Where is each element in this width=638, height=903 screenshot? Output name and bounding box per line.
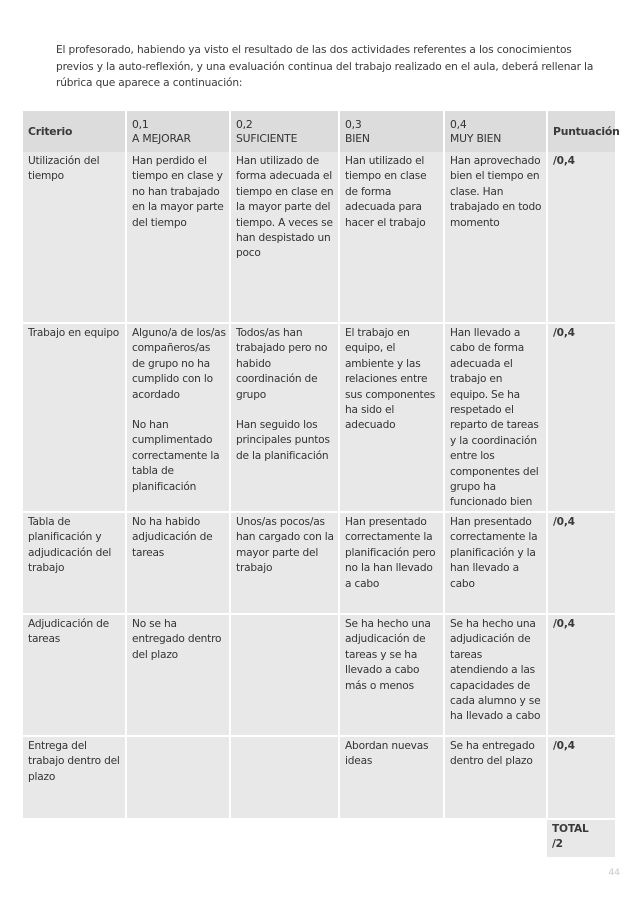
level-4-value: 0,4 (450, 118, 467, 131)
cell-text: No han cumplimentado correctamente la tabla de planificación (132, 419, 220, 493)
level-2-cell (230, 736, 339, 819)
level-1-cell (126, 512, 230, 614)
rubric-row (23, 323, 615, 512)
cell-text: Han presentado correctamente la planificación y la han llevado a cabo (450, 515, 538, 590)
cell-text: Han perdido el tiempo en clase y no han trabajado en la mayor parte del tiempo (132, 155, 224, 229)
level-3-cell (339, 512, 444, 614)
level-4-cell (444, 614, 547, 736)
cell-text: Unos/as pocos/as han cargado con la mayor parte del trabajo (236, 515, 334, 575)
cell-text: No ha habido adjudicación de tareas (132, 515, 213, 559)
level-4-cell (444, 512, 547, 614)
page-number: 44 (608, 868, 620, 878)
level-4-cell (444, 152, 547, 323)
row-score: /0,4 (547, 152, 615, 323)
rubric-table (23, 111, 620, 857)
level-2-cell (230, 323, 339, 512)
level-2-value: 0,2 (236, 118, 253, 131)
header-level-2 (230, 111, 339, 152)
row-criterio: Adjudicación de tareas (23, 614, 126, 736)
intro-paragraph: El profesorado, habiendo ya visto el resultado de las dos actividades referentes a los conocimientos previos y la auto-reflexión, y una evaluación continua del trabajo realizado en el aula, deberá rellenar la rúbrica que aparece a continuación: (56, 44, 594, 89)
level-3-value: 0,3 (345, 118, 362, 131)
level-4-cell (444, 323, 547, 512)
total-label: TOTAL (552, 822, 589, 835)
cell-text: El trabajo en equipo, el ambiente y las relaciones entre sus componentes ha sido el adecuado (345, 327, 436, 432)
level-3-name: BIEN (345, 131, 370, 145)
cell-text: Abordan nuevas ideas (345, 739, 429, 768)
rubric-row (23, 152, 615, 323)
header-puntuacion: Puntuación (547, 111, 615, 152)
level-4-cell (444, 736, 547, 819)
cell-text: Todos/as han trabajado pero no habido coordinación de grupo (236, 327, 328, 401)
level-2-cell (230, 614, 339, 736)
level-1-cell (126, 614, 230, 736)
rubric-row (23, 736, 615, 819)
level-4-name: MUY BIEN (450, 131, 502, 145)
level-1-cell (126, 323, 230, 512)
rubric-row (23, 614, 615, 736)
cell-text: Se ha hecho una adjudicación de tareas y se ha llevado a cabo más o menos (345, 617, 431, 692)
cell-text: Han presentado correctamente la planificación pero no la han llevado a cabo (345, 515, 436, 590)
level-2-cell (230, 152, 339, 323)
total-spacer (126, 819, 230, 857)
row-criterio: Trabajo en equipo (23, 323, 126, 512)
cell-text: Han aprovechado bien el tiempo en clase. Han trabajado en todo momento (450, 155, 542, 229)
level-3-cell (339, 323, 444, 512)
level-1-cell (126, 736, 230, 819)
level-1-cell (126, 152, 230, 323)
header-level-3 (339, 111, 444, 152)
level-3-cell (339, 736, 444, 819)
rubric-header (23, 111, 620, 152)
level-1-name: A MEJORAR (132, 131, 191, 145)
total-spacer (230, 819, 339, 857)
cell-text: Han llevado a cabo de forma adecuada el trabajo en equipo. Se ha respetado el reparto de tareas y la coordinación entre los componentes del grupo ha funcionado bien (450, 327, 539, 509)
paragraph-gap (132, 403, 226, 418)
row-criterio: Utilización del tiempo (23, 152, 126, 323)
level-2-name: SUFICIENTE (236, 131, 298, 145)
level-3-cell (339, 152, 444, 323)
rubric-total (23, 819, 615, 857)
cell-text: Se ha hecho una adjudicación de tareas atendiendo a las capacidades de cada alumno y se ha llevado a cabo (450, 617, 541, 723)
total-cell (547, 819, 615, 857)
cell-text: Han utilizado de forma adecuada el tiempo en clase en la mayor parte del tiempo. A veces se han despistado un poco (236, 155, 334, 260)
total-spacer (339, 819, 444, 857)
row-criterio: Tabla de planificación y adjudicación del trabajo (23, 512, 126, 614)
header-level-1 (126, 111, 230, 152)
cell-text: Han seguido los principales puntos de la planificación (236, 419, 330, 462)
header-criterio: Criterio (23, 111, 126, 152)
level-3-cell (339, 614, 444, 736)
cell-text: Alguno/a de los/as compañeros/as de grupo no ha cumplido con lo acordado (132, 327, 226, 401)
level-1-value: 0,1 (132, 118, 149, 131)
level-2-cell (230, 512, 339, 614)
paragraph-gap (236, 403, 335, 418)
total-spacer (444, 819, 547, 857)
cell-text: Se ha entregado dentro del plazo (450, 739, 535, 768)
rubric-body (23, 152, 615, 819)
row-score: /0,4 (547, 614, 615, 736)
cell-text: No se ha entregado dentro del plazo (132, 617, 222, 661)
cell-text: Han utilizado el tiempo en clase de forma adecuada para hacer el trabajo (345, 155, 427, 229)
rubric-row (23, 512, 615, 614)
header-level-4 (444, 111, 547, 152)
row-criterio: Entrega del trabajo dentro del plazo (23, 736, 126, 819)
row-score: /0,4 (547, 512, 615, 614)
row-score: /0,4 (547, 736, 615, 819)
total-spacer (23, 819, 126, 857)
row-score: /0,4 (547, 323, 615, 512)
total-value: /2 (552, 838, 563, 851)
